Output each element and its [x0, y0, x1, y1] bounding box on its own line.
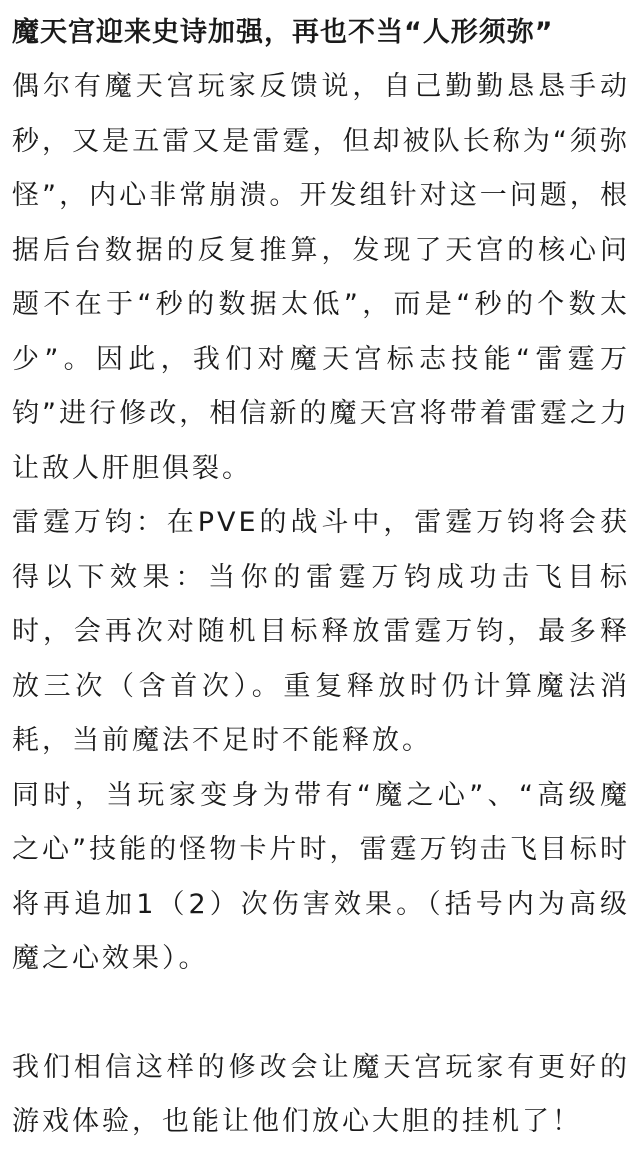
article: [12, 6, 630, 1150]
article-title: 魔天宫迎来史诗加强，再也不当“人形须弥”: [12, 17, 554, 48]
article-paragraph-skill-change: 雷霆万钧：在PVE的战斗中，雷霆万钧将会获得以下效果：当你的雷霆万钧成功击飞目标时，会再次对随机目标释放雷霆万钧，最多释放三次（含首次）。重复释放时仍计算魔法消耗，当前魔法不足时不能释放。: [12, 507, 630, 756]
paragraph-spacer: [12, 987, 630, 1041]
article-paragraph-closing: 我们相信这样的修改会让魔天宫玩家有更好的游戏体验，也能让他们放心大胆的挂机了！: [12, 1051, 630, 1137]
article-paragraph-intro: 偶尔有魔天宫玩家反馈说，自己勤勤恳恳手动秒，又是五雷又是雷霆，但却被队长称为“须弥怪”，内心非常崩溃。开发组针对这一问题，根据后台数据的反复推算，发现了天宫的核心问题不在于“秒的数据太低”，而是“秒的个数太少”。因此，我们对魔天宫标志技能“雷霆万钧”进行修改，相信新的魔天宫将带着雷霆之力让敌人肝胆俱裂。: [12, 71, 630, 484]
article-paragraph-monster-card: 同时，当玩家变身为带有“魔之心”、“高级魔之心”技能的怪物卡片时，雷霆万钧击飞目标时将再追加1（2）次伤害效果。（括号内为高级魔之心效果）。: [12, 779, 630, 974]
